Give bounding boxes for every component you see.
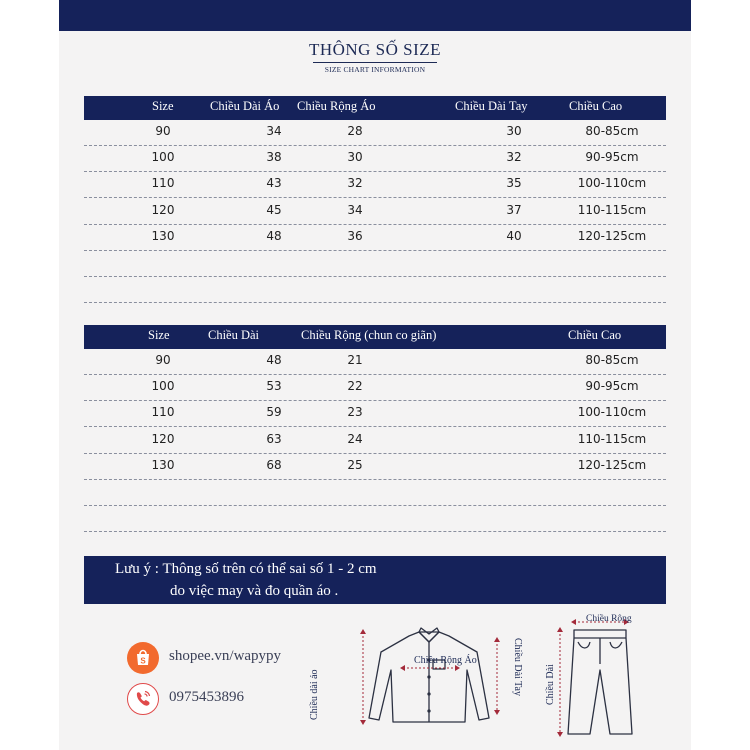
shirt-table-cell: 37: [506, 202, 522, 217]
svg-text:S: S: [140, 656, 146, 666]
pants-width-label: Chiều Rộng: [586, 614, 632, 624]
shirt-table-cell: 38: [266, 150, 282, 165]
pants-table-cell: 24: [347, 431, 363, 446]
shirt-table-cell: 130: [151, 228, 175, 243]
pants-table-cell: 59: [266, 405, 282, 420]
pants-col-height: Chiều Cao: [568, 328, 622, 342]
phone-number[interactable]: 0975453896: [169, 689, 244, 705]
shirt-col-width: Chiều Rộng Áo: [297, 99, 376, 113]
pants-table-row: [84, 374, 666, 401]
shirt-table-cell: 34: [266, 124, 282, 138]
shirt-table-row-empty: [84, 250, 666, 277]
shirt-table-cell: 34: [347, 202, 363, 217]
page-title: THÔNG SỐ SIZE: [308, 40, 442, 59]
shirt-table-cell: 30: [506, 124, 522, 138]
pants-table-row-empty: [84, 479, 666, 506]
pants-table-cell: 100: [151, 379, 175, 394]
pants-table-cell: 80-85cm: [585, 353, 639, 367]
shirt-sleeve-label: Chiều Dài Tay: [512, 638, 523, 696]
pants-table-row: [84, 348, 666, 375]
title-block: [59, 40, 691, 74]
pants-table-row: [84, 453, 666, 480]
pants-table-cell: 25: [347, 457, 363, 472]
shirt-table-cell: 48: [266, 228, 282, 243]
pants-table-cell: 90: [155, 353, 171, 367]
shirt-table-row: [84, 145, 666, 172]
shirt-table-header: [84, 96, 666, 120]
pants-col-length: Chiều Dài: [208, 328, 260, 342]
pants-col-size: Size: [148, 328, 170, 342]
title-underline: [313, 62, 437, 63]
shirt-table-cell: 36: [347, 228, 363, 243]
shirt-table-cell: 35: [506, 176, 522, 191]
pants-table-cell: 90-95cm: [585, 379, 639, 394]
pants-table-cell: 120: [151, 431, 175, 446]
pants-table-cell: 68: [266, 457, 282, 472]
shirt-table-cell: 32: [506, 150, 522, 165]
shirt-col-length: Chiều Dài Áo: [210, 99, 280, 113]
shirt-length-label: Chiều dài áo: [309, 669, 320, 720]
shirt-table-row-empty: [84, 276, 666, 303]
shirt-table-cell: 90: [155, 124, 171, 138]
pants-table-cell: 120-125cm: [577, 457, 647, 472]
shirt-table-cell: 90-95cm: [585, 150, 639, 165]
note-box: [84, 556, 666, 604]
size-chart-sheet: [59, 0, 691, 750]
shirt-col-size: Size: [152, 99, 174, 113]
pants-table-cell: 63: [266, 431, 282, 446]
shirt-table-row: [84, 198, 666, 225]
shirt-table-cell: 110-115cm: [577, 202, 647, 217]
pants-table-header: [84, 325, 666, 349]
shirt-table-cell: 100: [151, 150, 175, 165]
note-line-1: Lưu ý : Thông số trên có thể sai số 1 - 2 cm: [115, 561, 377, 577]
shirt-table-cell: 45: [266, 202, 282, 217]
shirt-table-cell: 40: [506, 228, 522, 243]
shop-link[interactable]: shopee.vn/wapypy: [169, 648, 282, 664]
pants-table-cell: 21: [347, 353, 363, 367]
pants-table-row-empty: [84, 505, 666, 532]
shirt-table-cell: 80-85cm: [585, 124, 639, 138]
pants-table-cell: 22: [347, 379, 363, 394]
page-subtitle: SIZE CHART INFORMATION: [324, 65, 426, 74]
pants-table-cell: 130: [151, 457, 175, 472]
phone-icon: [127, 683, 159, 715]
pants-col-width: Chiều Rộng (chun co giãn): [301, 328, 437, 342]
shirt-table-cell: 30: [347, 150, 363, 165]
note-line-2: do việc may và đo quần áo .: [170, 583, 339, 599]
pants-table-cell: 48: [266, 353, 282, 367]
shirt-table-cell: 110: [151, 176, 175, 191]
shirt-table-cell: 43: [266, 176, 282, 191]
shirt-table-cell: 120-125cm: [577, 228, 647, 243]
shirt-col-height: Chiều Cao: [569, 99, 623, 113]
pants-table-row: [84, 400, 666, 427]
top-banner: [59, 0, 691, 31]
pants-table-cell: 110-115cm: [577, 431, 647, 446]
shirt-table-cell: 120: [151, 202, 175, 217]
shirt-col-sleeve: Chiều Dài Tay: [455, 99, 528, 113]
shirt-table-row: [84, 224, 666, 251]
pants-table-cell: 100-110cm: [577, 405, 647, 420]
shirt-width-label: Chiều Rộng Áo: [414, 655, 477, 666]
shirt-table-row: [84, 119, 666, 146]
pants-table-cell: 23: [347, 405, 363, 420]
shirt-table-cell: 28: [347, 124, 363, 138]
pants-table-cell: 53: [266, 379, 282, 394]
shirt-table-cell: 32: [347, 176, 363, 191]
shirt-table-cell: 100-110cm: [577, 176, 647, 191]
shirt-diagram-icon: [349, 622, 519, 737]
pants-table-cell: 110: [151, 405, 175, 420]
pants-length-label: Chiều Dài: [545, 664, 556, 705]
pants-table-row: [84, 427, 666, 454]
shopee-bag-icon: [127, 642, 159, 674]
shirt-table-row: [84, 171, 666, 198]
